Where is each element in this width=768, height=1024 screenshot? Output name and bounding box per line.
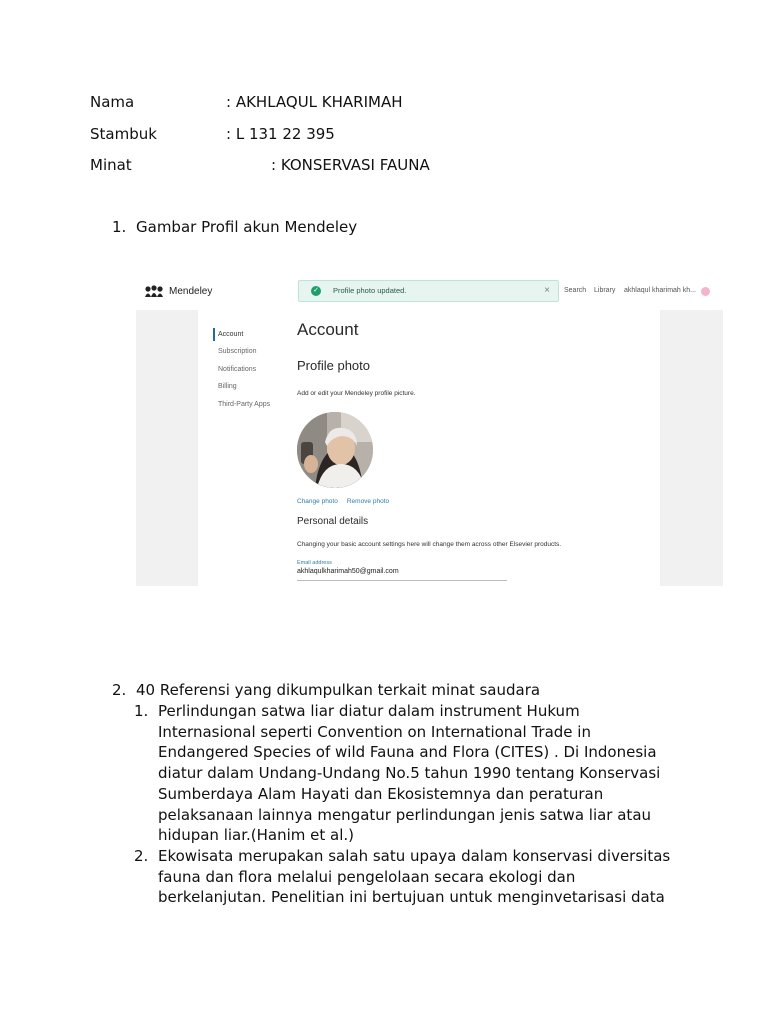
section-number: 1.	[112, 218, 127, 236]
account-panel	[198, 310, 660, 586]
close-icon[interactable]: ×	[544, 285, 550, 296]
sidebar-item-notifications[interactable]: Notifications	[218, 366, 257, 373]
text-line: Sumberdaya Alam Hayati dan Ekosistemnya dan peraturan	[158, 784, 604, 803]
text-line: Perlindungan satwa liar diatur dalam instrument Hukum	[158, 702, 580, 720]
check-icon: ✓	[311, 286, 321, 296]
email-field-underline	[297, 580, 507, 581]
nav-search-link[interactable]: Search	[564, 287, 587, 294]
info-value: : L 131 22 395	[226, 125, 335, 143]
text-line: Ekowisata merupakan salah satu upaya dalam konservasi diversitas	[158, 847, 671, 865]
profile-photo	[297, 412, 373, 488]
profile-photo-description: Add or edit your Mendeley profile picture.	[297, 390, 416, 397]
list-item-text	[158, 701, 660, 846]
page-title: Account	[297, 320, 359, 339]
info-label: Stambuk	[90, 125, 157, 143]
personal-details-description: Changing your basic account settings here will change them across other Elsevier products.	[297, 541, 562, 548]
app-top-bar	[136, 276, 723, 310]
nav-user-menu[interactable]: akhlaqul kharimah kh...	[624, 287, 696, 294]
info-label: Nama	[90, 93, 135, 111]
text-line: Endangered Species of wild Fauna and Flora (CITES) . Di Indonesia	[158, 743, 657, 762]
section-title: Gambar Profil akun Mendeley	[136, 218, 358, 236]
text-line: Internasional seperti Convention on International Trade in	[158, 722, 591, 741]
mendeley-logo	[144, 285, 212, 298]
avatar[interactable]	[701, 287, 710, 296]
remove-photo-link[interactable]: Remove photo	[346, 498, 390, 505]
sidebar-item-third-party-apps[interactable]: Third-Party Apps	[218, 401, 271, 408]
section-title: 40 Referensi yang dikumpulkan terkait minat saudara	[136, 681, 541, 699]
sidebar-item-billing[interactable]: Billing	[218, 383, 237, 390]
text-line: pelaksanaan lainnya mengatur perlindungan jenis satwa liar atau	[158, 805, 652, 824]
list-item-number: 2.	[134, 847, 149, 865]
section-heading	[112, 680, 540, 700]
text-line: hidupan liar.(Hanim et al.)	[158, 826, 355, 845]
list-item-text	[158, 846, 670, 908]
toast-notification	[298, 280, 559, 302]
text-line: berkelanjutan. Penelitian ini bertujuan untuk menginvetarisasi data	[158, 888, 665, 907]
section-number: 2.	[112, 681, 127, 699]
nav-library-link[interactable]: Library	[594, 287, 616, 294]
mendeley-screenshot	[136, 276, 723, 586]
list-item-number: 1.	[134, 702, 149, 720]
change-photo-link[interactable]: Change photo	[297, 498, 338, 505]
app-name: Mendeley	[169, 286, 213, 297]
profile-photo-image	[297, 412, 373, 488]
email-field[interactable]: akhlaqulkharimah50@gmail.com	[297, 568, 399, 575]
profile-photo-heading: Profile photo	[297, 358, 370, 373]
text-line: diatur dalam Undang-Undang No.5 tahun 1990 tentang Konservasi	[158, 764, 661, 783]
sidebar-item-subscription[interactable]: Subscription	[218, 348, 257, 355]
sidebar-item-account[interactable]: Account	[218, 331, 244, 338]
section-heading	[112, 217, 357, 237]
personal-details-heading: Personal details	[297, 516, 369, 527]
toast-message: Profile photo updated.	[333, 286, 407, 295]
info-value: : KONSERVASI FAUNA	[271, 156, 430, 174]
info-label: Minat	[90, 156, 132, 174]
sidebar-active-indicator	[213, 328, 215, 341]
email-label: Email address	[297, 560, 332, 566]
photo-actions	[297, 498, 389, 505]
info-value: : AKHLAQUL KHARIMAH	[226, 93, 403, 111]
text-line: fauna dan flora melalui pengelolaan secara ekologi dan	[158, 867, 576, 886]
mendeley-logo-icon	[144, 285, 164, 298]
